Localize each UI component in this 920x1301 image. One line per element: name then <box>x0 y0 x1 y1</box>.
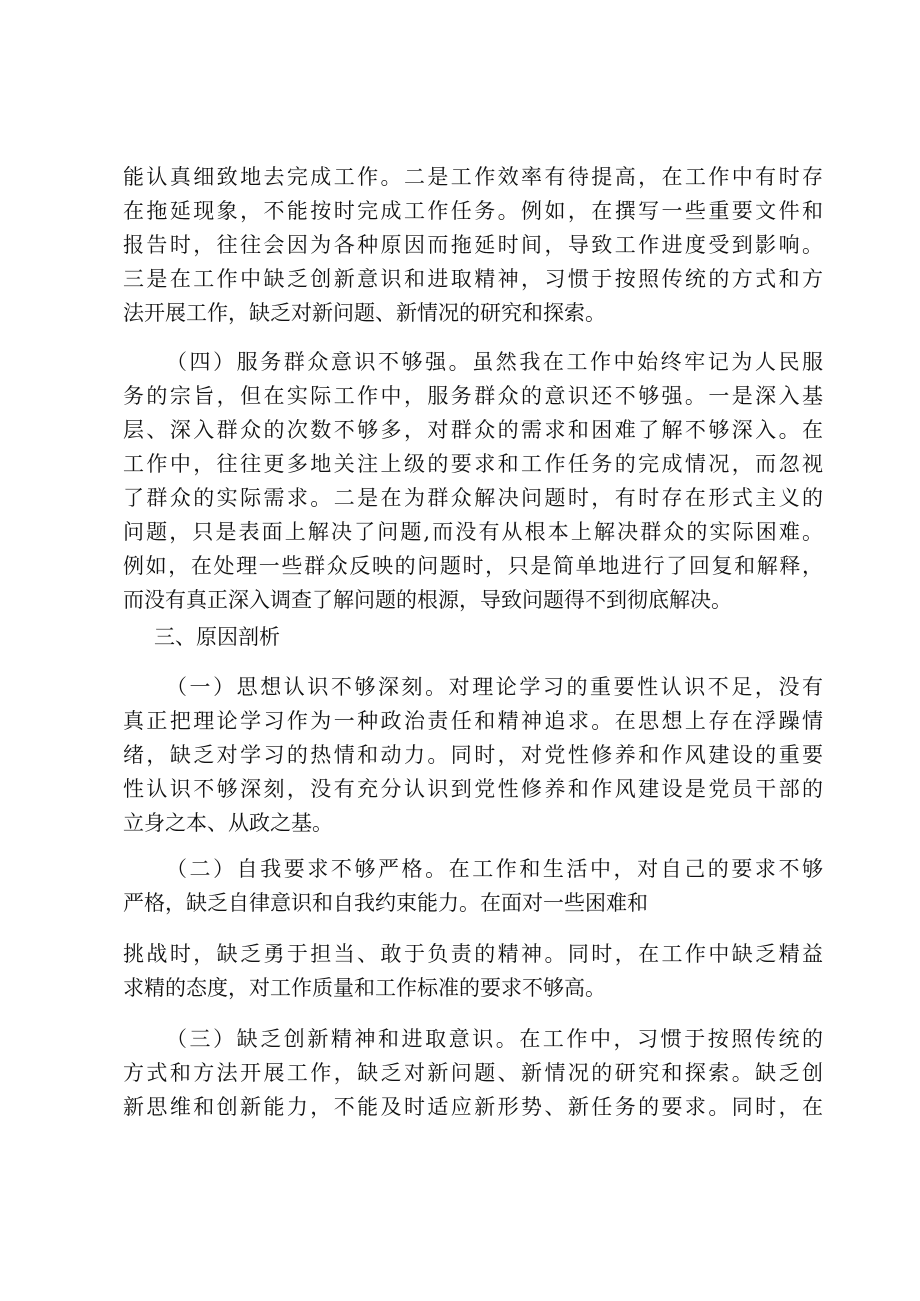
paragraph-line: 新思维和创新能力，不能及时适应新形势、新任务的要求。同时，在 <box>123 1095 823 1119</box>
paragraph-line: 报告时，往往会因为各种原因而拖延时间，导致工作进度受到影响。 <box>123 233 823 257</box>
paragraph-line: （四）服务群众意识不够强。虽然我在工作中始终牢记为人民服 <box>166 350 823 374</box>
paragraph-line: 在拖延现象，不能按时完成工作任务。例如，在撰写一些重要文件和 <box>123 199 823 223</box>
paragraph-line: 务的宗旨，但在实际工作中，服务群众的意识还不够强。一是深入基 <box>123 384 823 408</box>
paragraph-line: 而没有真正深入调查了解问题的根源，导致问题得不到彻底解决。 <box>123 588 732 612</box>
paragraph-line: 严格，缺乏自律意识和自我约束能力。在面对一些困难和 <box>123 891 648 915</box>
paragraph-line: 立身之本、从政之基。 <box>123 811 333 835</box>
paragraph-line: 性认识不够深刻，没有充分认识到党性修养和作风建设是党员干部的 <box>123 777 823 801</box>
paragraph-line: 了群众的实际需求。二是在为群众解决问题时，有时存在形式主义的 <box>123 486 823 510</box>
paragraph-line: （二）自我要求不够严格。在工作和生活中，对自己的要求不够 <box>166 857 823 881</box>
paragraph-line: 挑战时，缺乏勇于担当、敢于负责的精神。同时，在工作中缺乏精益 <box>123 942 823 966</box>
paragraph-line: 能认真细致地去完成工作。二是工作效率有待提高，在工作中有时存 <box>123 165 823 189</box>
section-heading: 三、原因剖析 <box>154 625 280 649</box>
paragraph-line: 绪，缺乏对学习的热情和动力。同时，对党性修养和作风建设的重要 <box>123 743 823 767</box>
paragraph-line: 问题，只是表面上解决了问题,而没有从根本上解决群众的实际困难。 <box>123 520 823 544</box>
paragraph-line: （一）思想认识不够深刻。对理论学习的重要性认识不足，没有 <box>166 675 823 699</box>
paragraph-line: 三是在工作中缺乏创新意识和进取精神，习惯于按照传统的方式和方 <box>123 267 823 291</box>
paragraph-line: （三）缺乏创新精神和进取意识。在工作中，习惯于按照传统的 <box>166 1027 823 1051</box>
paragraph-line: 例如，在处理一些群众反映的问题时，只是简单地进行了回复和解释， <box>123 554 823 578</box>
paragraph-line: 真正把理论学习作为一种政治责任和精神追求。在思想上存在浮躁情 <box>123 709 823 733</box>
paragraph-line: 方式和方法开展工作，缺乏对新问题、新情况的研究和探索。缺乏创 <box>123 1061 823 1085</box>
paragraph-line: 法开展工作，缺乏对新问题、新情况的研究和探索。 <box>123 301 606 325</box>
paragraph-line: 工作中，往往更多地关注上级的要求和工作任务的完成情况，而忽视 <box>123 452 823 476</box>
paragraph-line: 求精的态度，对工作质量和工作标准的要求不够高。 <box>123 976 606 1000</box>
paragraph-line: 层、深入群众的次数不够多，对群众的需求和困难了解不够深入。在 <box>123 418 823 442</box>
